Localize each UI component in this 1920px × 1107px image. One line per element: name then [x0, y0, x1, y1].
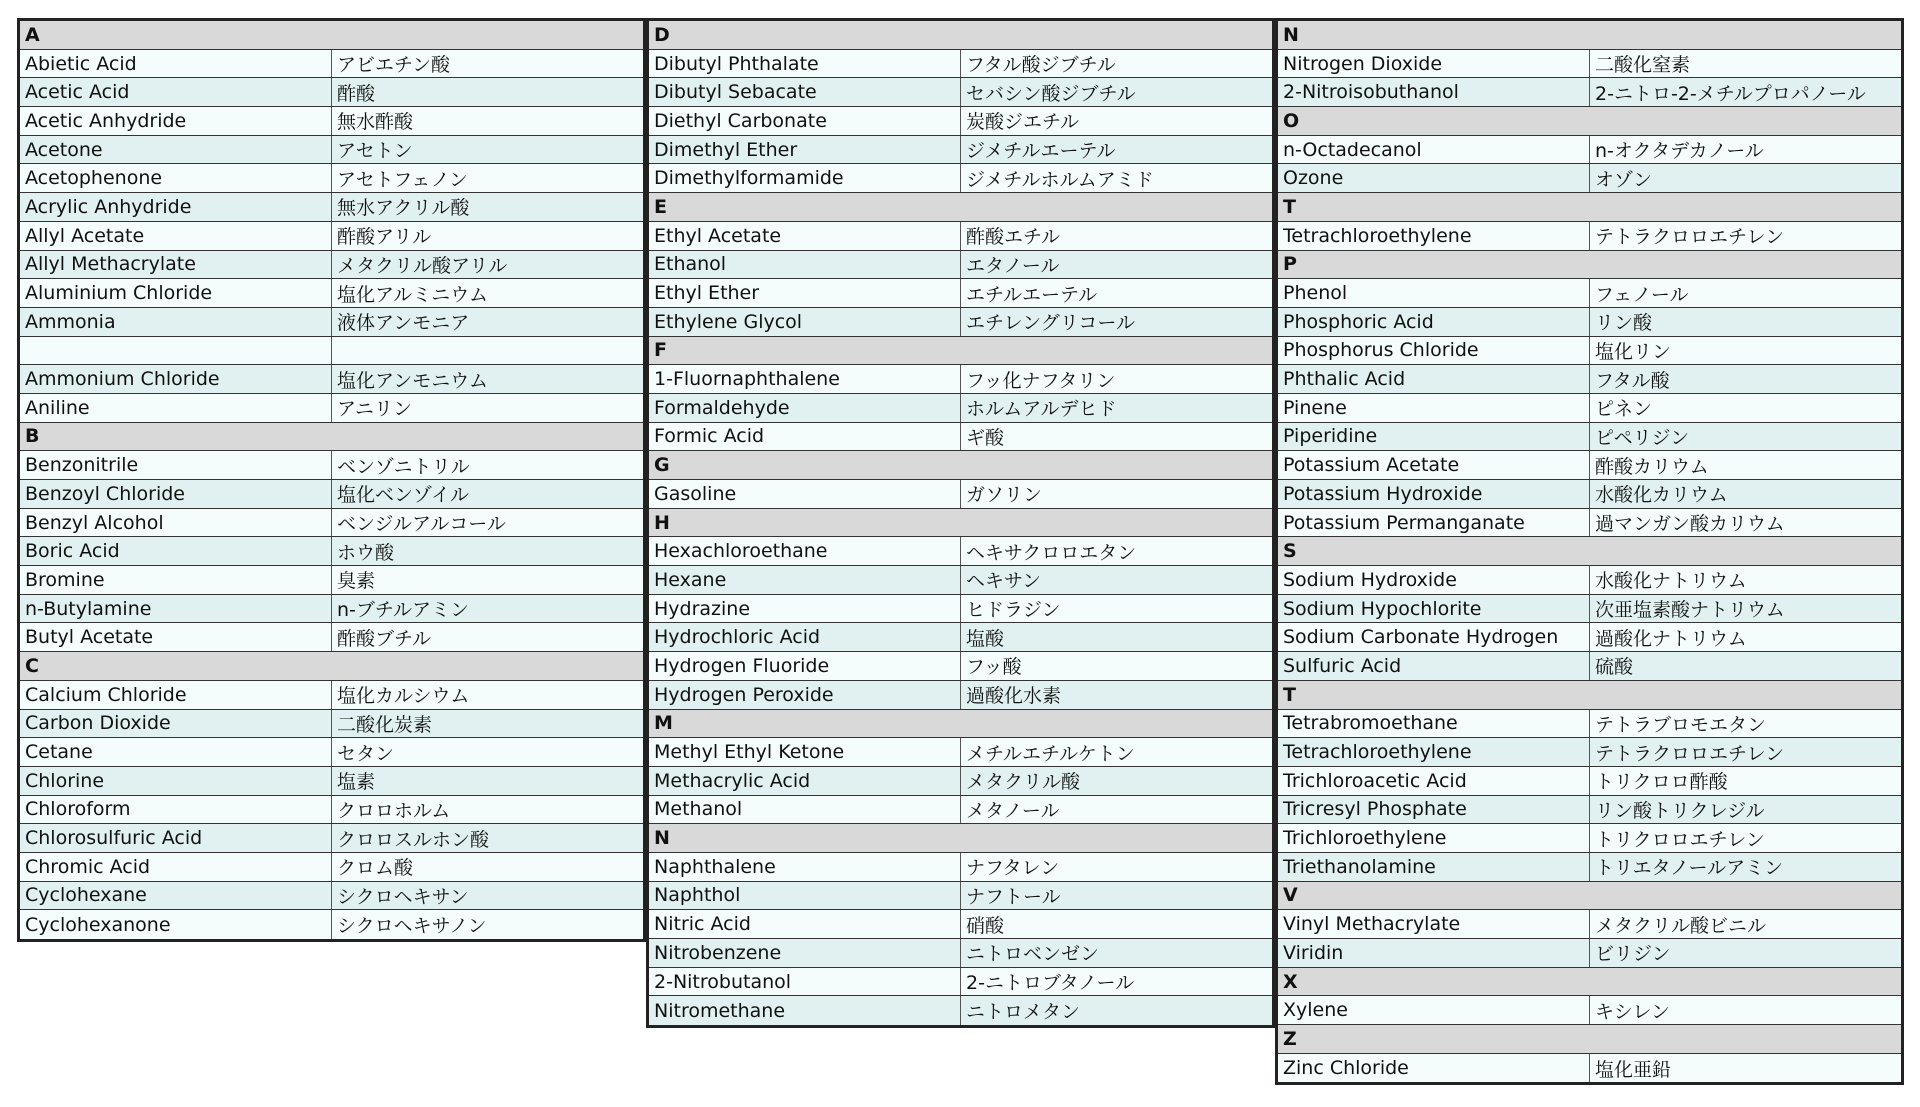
english-name-cell: Bromine — [20, 566, 332, 594]
table-row — [1278, 996, 1901, 1025]
table-row — [649, 939, 1272, 968]
english-name-cell: Aniline — [20, 394, 332, 422]
english-name-cell: Hydrogen Peroxide — [649, 681, 961, 709]
japanese-name-cell: ナフトール — [966, 885, 1061, 908]
japanese-name-cell: ホウ酸 — [337, 541, 395, 564]
english-name-cell: Potassium Hydroxide — [1278, 480, 1590, 508]
japanese-name-cell: クロロホルム — [337, 799, 451, 822]
japanese-name-cell: メタクリル酸アリル — [337, 254, 508, 277]
japanese-name-cell: 次亜塩素酸ナトリウム — [1595, 599, 1785, 622]
english-name-cell: Acetic Anhydride — [20, 107, 332, 135]
japanese-name-cell: メタクリル酸ビニル — [1595, 914, 1767, 937]
japanese-name-cell: アニリン — [337, 398, 413, 421]
english-name-cell: Calcium Chloride — [20, 681, 332, 709]
japanese-name-cell: 塩化亜鉛 — [1595, 1058, 1672, 1081]
table-row — [1278, 308, 1901, 337]
japanese-name-cell: セバシン酸ジブチル — [966, 82, 1136, 105]
table-row — [1278, 710, 1901, 739]
table-row — [1278, 796, 1901, 825]
japanese-name-cell: テトラブロモエタン — [1595, 713, 1767, 736]
japanese-name-cell: 塩酸 — [966, 627, 1005, 650]
table-row — [1278, 279, 1901, 308]
japanese-name-cell: 酢酸カリウム — [1595, 455, 1709, 478]
english-name-cell: Vinyl Methacrylate — [1278, 910, 1590, 938]
section-header-p: P — [1278, 251, 1901, 280]
table-row — [1278, 423, 1901, 452]
table-row — [649, 910, 1272, 939]
table-row — [649, 595, 1272, 624]
table-row — [20, 710, 643, 739]
japanese-name-cell: リン酸 — [1595, 312, 1653, 335]
table-row — [20, 595, 643, 624]
japanese-name-cell: テトラクロロエチレン — [1595, 742, 1785, 765]
japanese-name-cell: 液体アンモニア — [337, 312, 470, 335]
japanese-name-cell: シクロヘキサン — [337, 885, 469, 908]
table-row — [649, 107, 1272, 136]
english-name-cell: Benzonitrile — [20, 451, 332, 479]
japanese-name-cell: メチルエチルケトン — [966, 742, 1135, 765]
english-name-cell: Formic Acid — [649, 423, 961, 451]
section-header-t: T — [1278, 193, 1901, 222]
table-row — [649, 394, 1272, 423]
japanese-name-cell: キシレン — [1595, 1000, 1670, 1023]
table-row — [20, 394, 643, 423]
table-row — [1278, 623, 1901, 652]
english-name-cell: Allyl Methacrylate — [20, 251, 332, 279]
japanese-name-cell: 塩化ベンゾイル — [337, 484, 470, 507]
table-row — [20, 566, 643, 595]
table-column-3 — [1275, 18, 1904, 1085]
english-name-cell: Ammonium Chloride — [20, 365, 332, 393]
table-row — [649, 738, 1272, 767]
japanese-name-cell: 硫酸 — [1595, 656, 1634, 679]
japanese-name-cell: n-ブチルアミン — [337, 599, 469, 622]
japanese-name-cell: 水酸化ナトリウム — [1595, 570, 1747, 593]
table-row — [649, 136, 1272, 165]
table-row — [20, 164, 643, 193]
table-row — [20, 509, 643, 538]
table-row — [1278, 164, 1901, 193]
english-name-cell: Carbon Dioxide — [20, 710, 332, 738]
english-name-cell: Methanol — [649, 796, 961, 824]
english-name-cell: Phosphoric Acid — [1278, 308, 1590, 336]
table-row — [649, 623, 1272, 652]
table-row — [1278, 824, 1901, 853]
table-row — [649, 652, 1272, 681]
english-name-cell: Hexane — [649, 566, 961, 594]
section-header-h: H — [649, 509, 1272, 538]
table-row — [649, 480, 1272, 509]
table-row — [649, 767, 1272, 796]
english-name-cell: Abietic Acid — [20, 50, 332, 78]
table-row — [1278, 451, 1901, 480]
english-name-cell: Tricresyl Phosphate — [1278, 796, 1590, 824]
japanese-name-cell: ギ酸 — [966, 426, 1005, 449]
english-name-cell: Phenol — [1278, 279, 1590, 307]
table-row — [649, 968, 1272, 997]
table-row — [20, 537, 643, 566]
english-name-cell: Ethyl Acetate — [649, 222, 961, 250]
english-name-cell: Nitromethane — [649, 996, 961, 1025]
table-row — [649, 50, 1272, 79]
english-name-cell: Tetrachloroethylene — [1278, 738, 1590, 766]
japanese-name-cell: 塩化リン — [1595, 340, 1672, 363]
table-row — [20, 796, 643, 825]
english-name-cell: Acetophenone — [20, 164, 332, 192]
table-row — [1278, 480, 1901, 509]
japanese-name-cell: エチルエーテル — [966, 283, 1098, 306]
table-row — [20, 136, 643, 165]
japanese-name-cell: フッ化ナフタリン — [966, 369, 1116, 392]
english-name-cell: Ammonia — [20, 308, 332, 336]
japanese-name-cell: 水酸化カリウム — [1595, 484, 1728, 507]
section-header-c: C — [20, 652, 643, 681]
english-name-cell: Nitrobenzene — [649, 939, 961, 967]
table-row — [20, 279, 643, 308]
english-name-cell: Chlorine — [20, 767, 332, 795]
english-name-cell: Benzyl Alcohol — [20, 509, 332, 537]
japanese-name-cell: 2-ニトロブタノール — [966, 972, 1135, 995]
table-row — [20, 78, 643, 107]
english-name-cell: Acetic Acid — [20, 78, 332, 106]
table-row — [1278, 136, 1901, 165]
japanese-name-cell: ピネン — [1595, 398, 1653, 421]
japanese-name-cell: 無水酢酸 — [337, 111, 414, 134]
section-header-d: D — [649, 21, 1272, 50]
japanese-name-cell: ヘキサクロロエタン — [966, 541, 1137, 564]
japanese-name-cell: ベンジルアルコール — [337, 513, 506, 536]
english-name-cell: Ethylene Glycol — [649, 308, 961, 336]
japanese-name-cell: ガソリン — [966, 484, 1043, 507]
table-row — [20, 107, 643, 136]
table-row — [1278, 394, 1901, 423]
japanese-name-cell — [332, 337, 643, 365]
table-row — [1278, 78, 1901, 107]
table-row — [1278, 1054, 1901, 1083]
english-name-cell: Benzoyl Chloride — [20, 480, 332, 508]
table-row — [20, 853, 643, 882]
table-row — [1278, 939, 1901, 968]
table-row — [649, 537, 1272, 566]
japanese-name-cell: 硝酸 — [966, 914, 1005, 937]
table-row — [20, 337, 643, 366]
japanese-name-cell: 過マンガン酸カリウム — [1595, 513, 1785, 536]
table-row — [1278, 222, 1901, 251]
table-row — [20, 738, 643, 767]
japanese-name-cell: 過酸化水素 — [966, 685, 1062, 708]
japanese-name-cell: フタル酸 — [1595, 369, 1670, 392]
table-row — [20, 480, 643, 509]
japanese-name-cell: セタン — [337, 742, 395, 765]
table-row — [20, 451, 643, 480]
english-name-cell: Sulfuric Acid — [1278, 652, 1590, 680]
english-name-cell: Ozone — [1278, 164, 1590, 192]
table-row — [649, 996, 1272, 1025]
table-row — [649, 882, 1272, 911]
english-name-cell: Diethyl Carbonate — [649, 107, 961, 135]
english-name-cell: Piperidine — [1278, 423, 1590, 451]
section-header-z: Z — [1278, 1025, 1901, 1054]
table-row — [649, 365, 1272, 394]
japanese-name-cell: ピペリジン — [1595, 426, 1690, 449]
table-row — [649, 423, 1272, 452]
english-name-cell: Formaldehyde — [649, 394, 961, 422]
japanese-name-cell: 塩化カルシウム — [337, 685, 470, 708]
english-name-cell: 2-Nitrobutanol — [649, 968, 961, 996]
english-name-cell: Boric Acid — [20, 537, 332, 565]
section-header-s: S — [1278, 537, 1901, 566]
english-name-cell: Nitric Acid — [649, 910, 961, 938]
japanese-name-cell: シクロヘキサノン — [337, 915, 487, 938]
japanese-name-cell: ジメチルホルムアミド — [966, 168, 1154, 191]
japanese-name-cell: ナフタレン — [966, 857, 1060, 880]
table-row — [649, 308, 1272, 337]
section-header-g: G — [649, 451, 1272, 480]
japanese-name-cell: 酢酸 — [337, 82, 376, 105]
table-row — [649, 279, 1272, 308]
table-row — [649, 222, 1272, 251]
table-row — [1278, 853, 1901, 882]
english-name-cell: Dibutyl Phthalate — [649, 50, 961, 78]
english-name-cell: 1-Fluornaphthalene — [649, 365, 961, 393]
english-name-cell: Potassium Acetate — [1278, 451, 1590, 479]
japanese-name-cell: エタノール — [966, 254, 1060, 277]
english-name-cell: Methacrylic Acid — [649, 767, 961, 795]
english-name-cell: Acrylic Anhydride — [20, 193, 332, 221]
table-column-1 — [17, 18, 646, 942]
english-name-cell: Tetrabromoethane — [1278, 710, 1590, 738]
english-name-cell: Xylene — [1278, 996, 1590, 1024]
japanese-name-cell: フタル酸ジブチル — [966, 54, 1116, 77]
english-name-cell: Chloroform — [20, 796, 332, 824]
table-row — [1278, 509, 1901, 538]
english-name-cell: Cyclohexane — [20, 882, 332, 910]
english-name-cell: n-Octadecanol — [1278, 136, 1590, 164]
english-name-cell: Gasoline — [649, 480, 961, 508]
section-header-n: N — [649, 824, 1272, 853]
japanese-name-cell: 二酸化窒素 — [1595, 54, 1691, 77]
english-name-cell: Viridin — [1278, 939, 1590, 967]
japanese-name-cell: オゾン — [1595, 168, 1653, 191]
japanese-name-cell: 臭素 — [337, 570, 376, 593]
english-name-cell: Aluminium Chloride — [20, 279, 332, 307]
english-name-cell: Ethyl Ether — [649, 279, 961, 307]
english-name-cell: Chromic Acid — [20, 853, 332, 881]
english-name-cell: Cetane — [20, 738, 332, 766]
english-name-cell: Methyl Ethyl Ketone — [649, 738, 961, 766]
section-header-v: V — [1278, 882, 1901, 911]
japanese-name-cell: 2-ニトロ-2-メチルプロパノール — [1595, 82, 1866, 105]
table-row — [20, 365, 643, 394]
english-name-cell: Triethanolamine — [1278, 853, 1590, 881]
section-header-x: X — [1278, 968, 1901, 997]
japanese-name-cell: トリエタノールアミン — [1595, 857, 1784, 880]
english-name-cell: Trichloroethylene — [1278, 824, 1590, 852]
japanese-name-cell: トリクロロエチレン — [1595, 828, 1765, 851]
japanese-name-cell: メタクリル酸 — [966, 771, 1081, 794]
english-name-cell: Sodium Hypochlorite — [1278, 595, 1590, 623]
english-name-cell: Cyclohexanone — [20, 910, 332, 939]
japanese-name-cell: テトラクロロエチレン — [1595, 226, 1785, 249]
english-name-cell: Zinc Chloride — [1278, 1054, 1590, 1083]
english-name-cell: n-Butylamine — [20, 595, 332, 623]
section-header-t: T — [1278, 681, 1901, 710]
table-row — [20, 882, 643, 911]
section-header-m: M — [649, 710, 1272, 739]
table-column-2 — [646, 18, 1275, 1028]
english-name-cell: Sodium Carbonate Hydrogen — [1278, 623, 1590, 651]
japanese-name-cell: リン酸トリクレジル — [1595, 799, 1765, 822]
english-name-cell: Butyl Acetate — [20, 623, 332, 651]
japanese-name-cell: トリクロロ酢酸 — [1595, 771, 1728, 794]
table-row — [649, 681, 1272, 710]
table-row — [20, 767, 643, 796]
japanese-name-cell: 塩化アンモニウム — [337, 369, 489, 392]
japanese-name-cell: フェノール — [1595, 283, 1689, 306]
japanese-name-cell: クロロスルホン酸 — [337, 828, 490, 851]
english-name-cell: Pinene — [1278, 394, 1590, 422]
table-row — [20, 824, 643, 853]
english-name-cell: Tetrachloroethylene — [1278, 222, 1590, 250]
section-header-e: E — [649, 193, 1272, 222]
table-row — [20, 623, 643, 652]
english-name-cell: Hydrogen Fluoride — [649, 652, 961, 680]
english-name-cell: Allyl Acetate — [20, 222, 332, 250]
japanese-name-cell: アセトフェノン — [337, 168, 468, 191]
english-name-cell: Potassium Permanganate — [1278, 509, 1590, 537]
japanese-name-cell: ヘキサン — [966, 570, 1042, 593]
table-row — [20, 910, 643, 939]
section-header-a: A — [20, 21, 643, 50]
table-row — [1278, 738, 1901, 767]
japanese-name-cell: 塩化アルミニウム — [337, 283, 489, 306]
table-row — [1278, 365, 1901, 394]
english-name-cell: Phosphorus Chloride — [1278, 337, 1590, 365]
japanese-name-cell: ビリジン — [1595, 943, 1671, 966]
table-row — [1278, 595, 1901, 624]
section-header-f: F — [649, 337, 1272, 366]
japanese-name-cell: アセトン — [337, 140, 413, 163]
japanese-name-cell: ニトロメタン — [966, 1001, 1081, 1024]
japanese-name-cell: 酢酸ブチル — [337, 627, 432, 650]
table-row — [1278, 767, 1901, 796]
japanese-name-cell: ジメチルエーテル — [966, 140, 1116, 163]
english-name-cell: Trichloroacetic Acid — [1278, 767, 1590, 795]
japanese-name-cell: クロム酸 — [337, 857, 414, 880]
table-row — [1278, 50, 1901, 79]
japanese-name-cell: n-オクタデカノール — [1595, 140, 1764, 163]
japanese-name-cell: メタノール — [966, 799, 1060, 822]
japanese-name-cell: ニトロベンゼン — [966, 943, 1100, 966]
english-name-cell: Nitrogen Dioxide — [1278, 50, 1590, 78]
english-name-cell: Dibutyl Sebacate — [649, 78, 961, 106]
table-row — [649, 796, 1272, 825]
table-row — [20, 50, 643, 79]
english-name-cell — [20, 337, 332, 365]
japanese-name-cell: 無水アクリル酸 — [337, 197, 470, 220]
table-row — [1278, 566, 1901, 595]
english-name-cell: Hexachloroethane — [649, 537, 961, 565]
table-row — [1278, 337, 1901, 366]
english-name-cell: Hydrochloric Acid — [649, 623, 961, 651]
english-name-cell: Naphthalene — [649, 853, 961, 881]
table-row — [649, 251, 1272, 280]
english-name-cell: 2-Nitroisobuthanol — [1278, 78, 1590, 106]
table-row — [1278, 910, 1901, 939]
table-row — [20, 222, 643, 251]
section-header-b: B — [20, 423, 643, 452]
table-row — [1278, 652, 1901, 681]
japanese-name-cell: ヒドラジン — [966, 599, 1061, 622]
english-name-cell: Dimethyl Ether — [649, 136, 961, 164]
table-row — [20, 308, 643, 337]
japanese-name-cell: フッ酸 — [966, 656, 1022, 679]
table-row — [649, 853, 1272, 882]
table-row — [20, 193, 643, 222]
japanese-name-cell: 塩素 — [337, 771, 376, 794]
section-header-o: O — [1278, 107, 1901, 136]
japanese-name-cell: 二酸化炭素 — [337, 713, 433, 736]
japanese-name-cell: エチレングリコール — [966, 312, 1136, 335]
japanese-name-cell: 炭酸ジエチル — [966, 111, 1080, 134]
table-row — [649, 566, 1272, 595]
table-row — [649, 164, 1272, 193]
english-name-cell: Hydrazine — [649, 595, 961, 623]
section-header-n: N — [1278, 21, 1901, 50]
table-row — [20, 681, 643, 710]
english-name-cell: Phthalic Acid — [1278, 365, 1590, 393]
english-name-cell: Naphthol — [649, 882, 961, 910]
japanese-name-cell: 過酸化ナトリウム — [1595, 627, 1747, 650]
japanese-name-cell: アビエチン酸 — [337, 54, 451, 77]
table-row — [20, 251, 643, 280]
english-name-cell: Chlorosulfuric Acid — [20, 824, 332, 852]
english-name-cell: Dimethylformamide — [649, 164, 961, 192]
japanese-name-cell: ベンゾニトリル — [337, 455, 470, 478]
english-name-cell: Acetone — [20, 136, 332, 164]
table-row — [649, 78, 1272, 107]
japanese-name-cell: 酢酸アリル — [337, 226, 432, 249]
english-name-cell: Sodium Hydroxide — [1278, 566, 1590, 594]
japanese-name-cell: 酢酸エチル — [966, 226, 1061, 249]
japanese-name-cell: ホルムアルデヒド — [966, 398, 1117, 421]
english-name-cell: Ethanol — [649, 251, 961, 279]
